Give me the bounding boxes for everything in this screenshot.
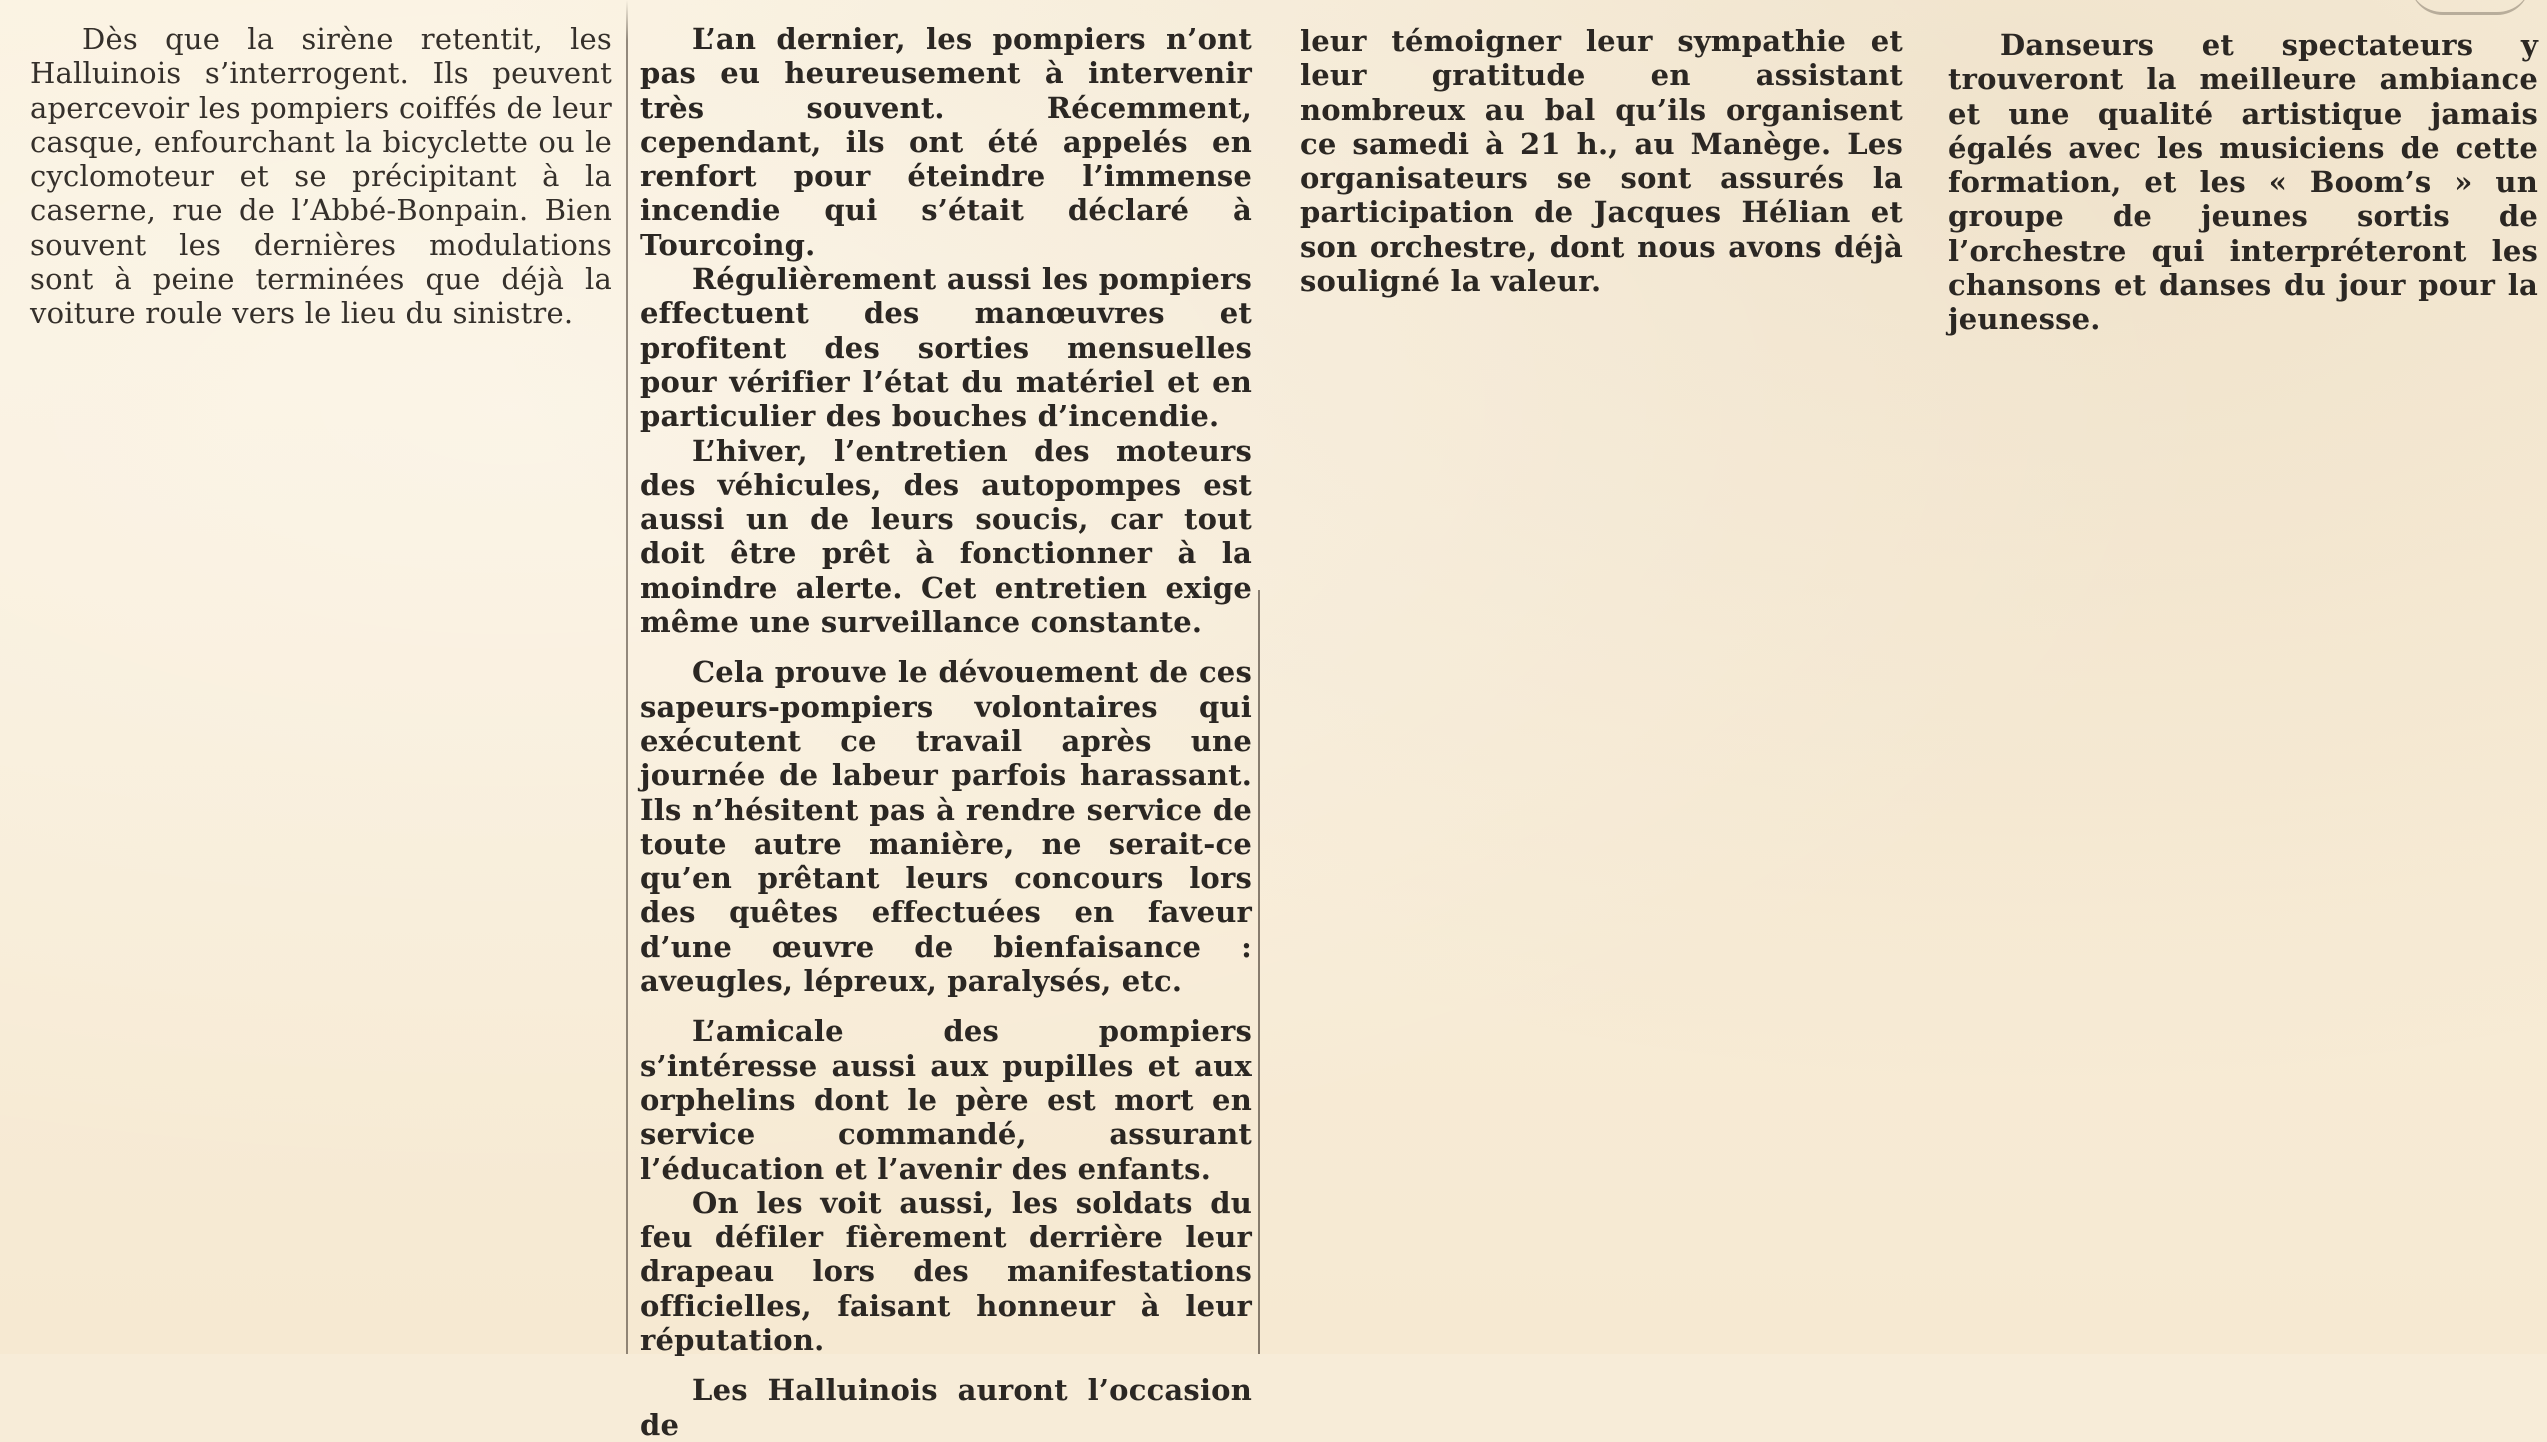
column-3-paragraph-1: leur témoigner leur sympathie et leur gratitude en assistant nombreux au bal qu’ils organisent ce samedi à 21 h., au Manège. Les organisateurs se sont assurés la participation de Jacques Hélian et son orchestre, dont nous avons déjà souligné la valeur. (1300, 24, 1903, 299)
column-2-paragraph-3: L’hiver, l’entretien des moteurs des véhicules, des autopompes est aussi un de leurs soucis, car tout doit être prêt à fonctionner à la moindre alerte. Cet entretien exige même une surveillance constante. (640, 433, 1252, 640)
column-2-paragraph-5: L’amicale des pompiers s’intéresse aussi aux pupilles et aux orphelins dont le père est mort en service commandé, assurant l’éducation et l’avenir des enfants. (640, 1014, 1252, 1186)
column-2-paragraph-6: On les voit aussi, les soldats du feu défiler fièrement derrière leur drapeau lors des manifestations officielles, faisant honneur à leur réputation. (640, 1185, 1252, 1357)
column-2-paragraph-1: L’an dernier, les pompiers n’ont pas eu heureusement à intervenir très souvent. Récemment, cependant, ils ont été appelés en renfort pour éteindre l’immense incendie qui s’était déclaré à Tourcoing. (640, 22, 1252, 262)
article-column-1 (30, 22, 612, 331)
torn-edge-fragment (2410, 0, 2530, 15)
column-2-paragraph-4: Cela prouve le dévouement de ces sapeurs-pompiers volontaires qui exécutent ce travail après une journée de labeur parfois harassant. Ils n’hésitent pas à rendre service de toute autre manière, ne serait-ce qu’en prêtant leurs concours lors des quêtes effectuées en faveur d’une œuvre de bienfaisance : aveugles, lépreux, paralysés, etc. (640, 655, 1252, 999)
article-column-3 (1300, 24, 1903, 298)
column-rule-middle (1258, 590, 1260, 1354)
column-1-paragraph-1: Dès que la sirène retentit, les Halluinois s’interrogent. Ils peuvent apercevoir les pompiers coiffés de leur casque, enfourchant la bicyclette ou le cyclomoteur et se précipitant à la caserne, rue de l’Abbé-Bonpain. Bien souvent les dernières modulations sont à peine terminées que déjà la voiture roule vers le lieu du sinistre. (30, 22, 612, 331)
article-column-4 (1948, 28, 2538, 337)
column-rule-left (626, 0, 628, 1354)
column-4-paragraph-1: Danseurs et spectateurs y trouveront la meilleure ambiance et une qualité artistique jamais égalés avec les musiciens de cette formation, et les « Boom’s » un groupe de jeunes sortis de l’orchestre qui interpréteront les chansons et danses du jour pour la jeunesse. (1948, 28, 2538, 337)
column-2-paragraph-7: Les Halluinois auront l’occasion de (640, 1373, 1252, 1442)
article-column-2 (640, 22, 1252, 1442)
column-2-paragraph-2: Régulièrement aussi les pompiers effectuent des manœuvres et profitent des sorties mensuelles pour vérifier l’état du matériel et en particulier des bouches d’incendie. (640, 262, 1252, 434)
